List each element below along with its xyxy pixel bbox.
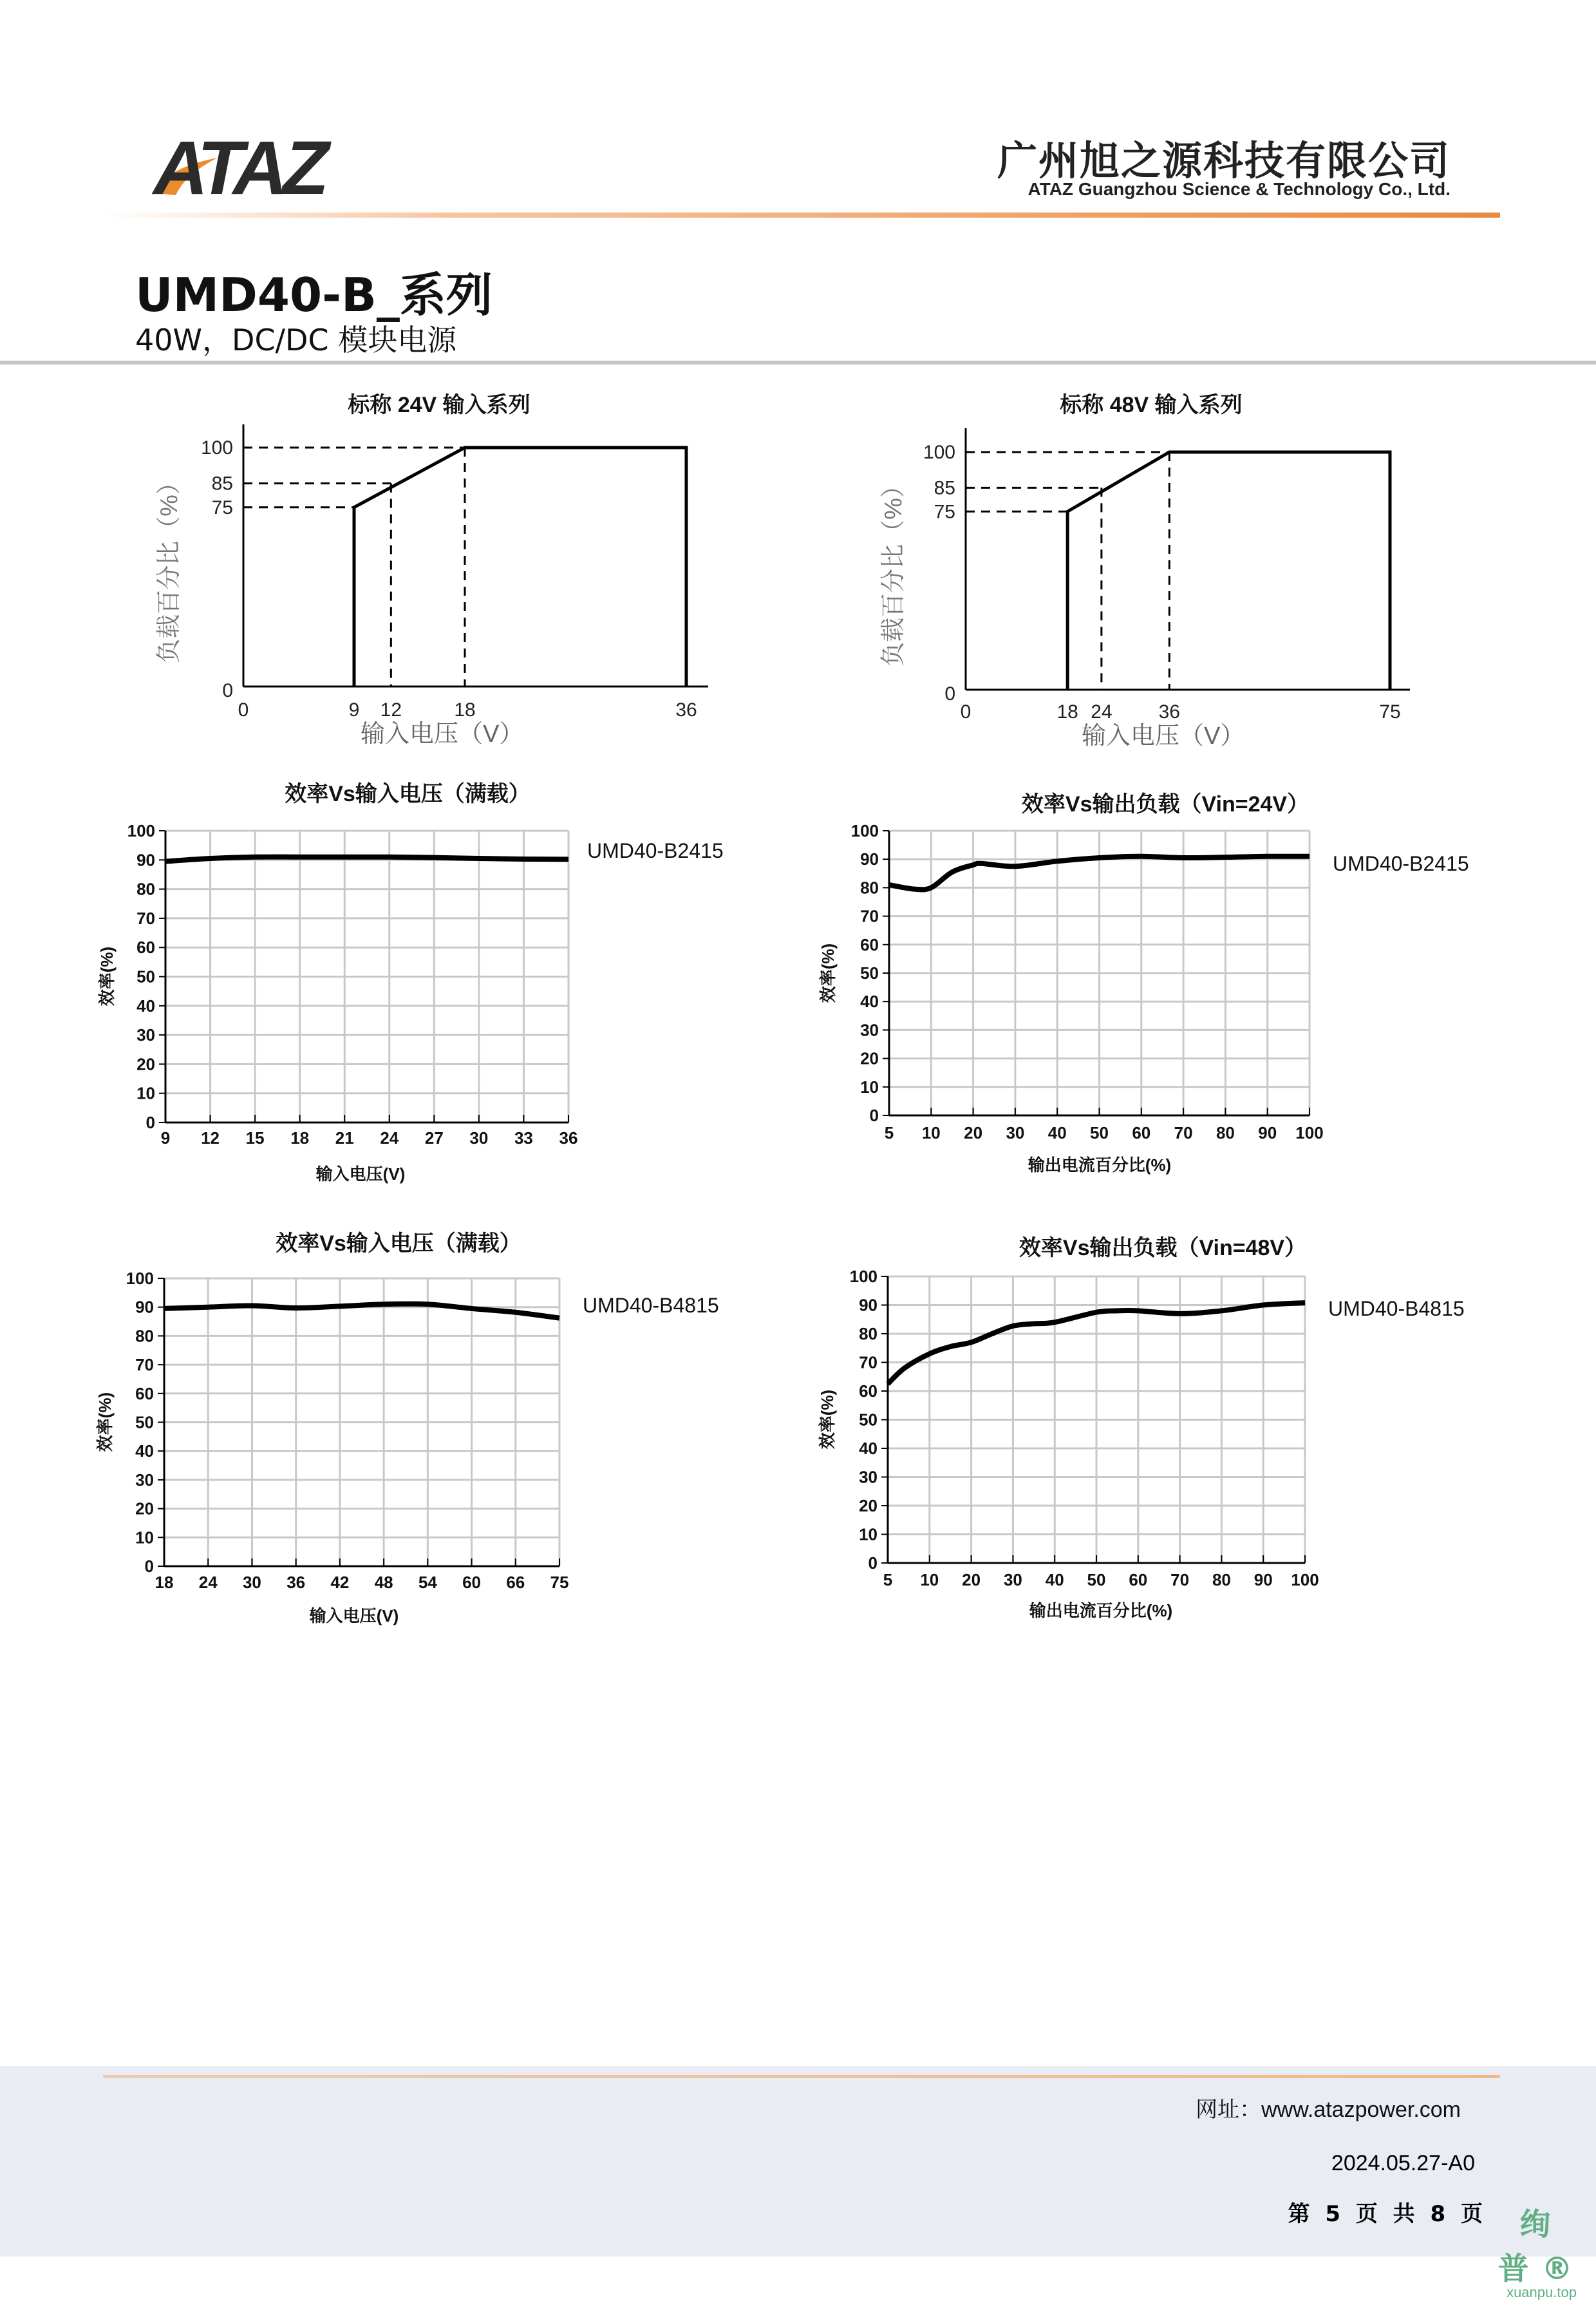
svg-text:ATAZ: ATAZ: [153, 132, 324, 203]
y-tick-label: 100: [849, 1267, 878, 1286]
x-tick-label: 30: [1003, 1570, 1022, 1589]
y-tick-label: 10: [860, 1077, 879, 1097]
x-axis-label: 输入电压(V): [309, 1606, 399, 1625]
x-tick-label: 30: [1006, 1123, 1025, 1142]
x-tick-label: 10: [920, 1570, 939, 1589]
y-tick-label: 70: [859, 1352, 878, 1372]
x-tick-label: 0: [238, 699, 249, 721]
y-tick-label: 0: [944, 683, 955, 705]
x-tick-label: 80: [1212, 1570, 1231, 1589]
x-tick-label: 90: [1253, 1570, 1273, 1589]
y-tick-label: 40: [135, 1441, 154, 1461]
chart-5: [95, 1231, 719, 1625]
y-tick-label: 100: [200, 437, 233, 459]
y-tick-label: 90: [135, 1297, 154, 1317]
y-tick-label: 80: [860, 878, 879, 898]
x-tick-label: 24: [198, 1573, 218, 1592]
x-tick-label: 36: [286, 1573, 306, 1592]
x-tick-label: 30: [469, 1128, 489, 1148]
x-tick-label: 18: [290, 1128, 310, 1148]
x-tick-label: 20: [964, 1123, 983, 1142]
y-tick-label: 20: [136, 1054, 155, 1074]
page-number: 第 5 页 共 8 页: [1288, 2201, 1487, 2227]
y-tick-label: 0: [144, 1557, 154, 1576]
website-link[interactable]: 网址：www.atazpower.com: [1196, 2097, 1461, 2122]
y-tick-label: 60: [136, 938, 155, 958]
y-tick-label: 50: [136, 967, 155, 987]
watermark-cn: 绚 普®: [1497, 2206, 1586, 2287]
series-label: UMD40-B2415: [1333, 852, 1469, 875]
page-title: UMD40-B_系列: [135, 268, 493, 322]
page-subtitle: 40W，DC/DC 模块电源: [135, 323, 457, 357]
x-tick-label: 75: [550, 1573, 569, 1592]
y-tick-label: 80: [135, 1326, 154, 1346]
y-tick-label: 60: [859, 1381, 878, 1401]
x-tick-label: 24: [380, 1128, 399, 1148]
y-tick-label: 0: [869, 1106, 879, 1125]
x-tick-label: 30: [242, 1573, 261, 1592]
y-tick-label: 0: [868, 1553, 878, 1573]
y-axis-label: 效率(%): [95, 1392, 115, 1452]
x-tick-label: 5: [884, 1123, 894, 1142]
y-tick-label: 100: [127, 821, 155, 840]
watermark: [1487, 2199, 1596, 2301]
x-tick-label: 90: [1258, 1123, 1277, 1142]
y-axis-label: 负载百分比（%）: [156, 470, 183, 663]
y-tick-label: 60: [135, 1383, 154, 1403]
y-axis-label: 负载百分比（%）: [880, 473, 907, 667]
x-tick-label: 100: [1295, 1123, 1324, 1142]
chart-3: [97, 781, 724, 1184]
x-tick-label: 36: [1158, 701, 1181, 723]
chart-6: [818, 1235, 1465, 1620]
derating-curve: [1067, 452, 1390, 690]
y-tick-label: 75: [211, 497, 233, 518]
x-tick-label: 70: [1174, 1123, 1193, 1142]
x-tick-label: 27: [424, 1128, 444, 1148]
x-tick-label: 75: [1379, 701, 1401, 723]
y-tick-label: 60: [860, 934, 879, 954]
series-label: UMD40-B2415: [587, 839, 724, 862]
y-tick-label: 100: [126, 1269, 154, 1288]
x-tick-label: 60: [1132, 1123, 1151, 1142]
y-tick-label: 30: [136, 1025, 155, 1045]
x-tick-label: 12: [380, 699, 402, 721]
x-tick-label: 42: [330, 1573, 350, 1592]
y-tick-label: 90: [859, 1295, 878, 1315]
x-axis-label: 输出电流百分比(%): [1029, 1601, 1173, 1620]
chart-title: 效率Vs输出负载（Vin=48V）: [1019, 1236, 1307, 1260]
chart-title: 效率Vs输出负载（Vin=24V）: [1021, 792, 1310, 817]
x-tick-label: 36: [559, 1128, 578, 1148]
y-tick-label: 10: [859, 1524, 878, 1544]
x-tick-label: 12: [201, 1128, 220, 1148]
footer-divider: [103, 2075, 1500, 2078]
x-tick-label: 20: [962, 1570, 981, 1589]
x-tick-label: 15: [245, 1128, 265, 1148]
x-axis-label: 输入电压（V）: [361, 721, 524, 748]
y-axis-label: 效率(%): [97, 946, 117, 1007]
x-tick-label: 24: [1091, 701, 1113, 723]
y-tick-label: 70: [136, 908, 155, 928]
x-tick-label: 21: [335, 1128, 354, 1148]
y-tick-label: 0: [146, 1113, 155, 1132]
x-tick-label: 66: [506, 1573, 525, 1592]
x-tick-label: 10: [921, 1123, 941, 1142]
y-tick-label: 80: [136, 879, 155, 899]
y-tick-label: 50: [859, 1410, 878, 1430]
chart-1: [156, 392, 708, 748]
chart-title: 标称 24V 输入系列: [348, 393, 530, 417]
x-tick-label: 60: [1129, 1570, 1148, 1589]
y-tick-label: 30: [860, 1020, 879, 1040]
chart-title: 效率Vs输入电压（满载）: [276, 1231, 521, 1256]
x-tick-label: 54: [418, 1573, 437, 1592]
y-tick-label: 20: [860, 1048, 879, 1068]
x-tick-label: 60: [462, 1573, 482, 1592]
document-date: 2024.05.27-A0: [1331, 2151, 1475, 2175]
x-tick-label: 18: [1056, 701, 1078, 723]
x-tick-label: 9: [348, 699, 360, 721]
efficiency-curve: [164, 1304, 559, 1318]
y-tick-label: 70: [860, 906, 879, 926]
y-tick-label: 85: [211, 473, 233, 495]
watermark-url: xuanpu.top: [1507, 2284, 1577, 2300]
y-tick-label: 30: [135, 1470, 154, 1490]
derating-curve: [354, 448, 686, 687]
y-tick-label: 20: [135, 1499, 154, 1519]
x-tick-label: 33: [514, 1128, 533, 1148]
y-tick-label: 20: [859, 1496, 878, 1515]
x-tick-label: 9: [160, 1128, 171, 1148]
company-name-cn: 广州旭之源科技有限公司: [997, 137, 1450, 184]
x-tick-label: 100: [1291, 1570, 1319, 1589]
y-tick-label: 40: [136, 996, 155, 1016]
x-tick-label: 80: [1216, 1123, 1235, 1142]
x-tick-label: 5: [883, 1570, 893, 1589]
series-label: UMD40-B4815: [1328, 1297, 1465, 1320]
y-tick-label: 40: [859, 1439, 878, 1458]
y-tick-label: 40: [860, 992, 879, 1012]
y-axis-label: 效率(%): [818, 1389, 837, 1450]
y-axis-label: 效率(%): [818, 943, 838, 1003]
y-tick-label: 50: [860, 963, 879, 983]
y-tick-label: 0: [222, 680, 233, 701]
x-axis-label: 输入电压（V）: [1082, 723, 1245, 750]
chart-4: [818, 791, 1469, 1175]
x-tick-label: 50: [1090, 1123, 1109, 1142]
x-tick-label: 40: [1047, 1123, 1067, 1142]
y-tick-label: 10: [136, 1083, 155, 1103]
x-tick-label: 0: [960, 701, 972, 723]
y-tick-label: 80: [859, 1324, 878, 1343]
chart-title: 效率Vs输入电压（满载）: [285, 782, 530, 806]
x-tick-label: 18: [454, 699, 476, 721]
y-tick-label: 10: [135, 1528, 154, 1548]
x-axis-label: 输出电流百分比(%): [1028, 1155, 1172, 1175]
chart-title: 标称 48V 输入系列: [1060, 393, 1243, 417]
x-tick-label: 50: [1087, 1570, 1106, 1589]
x-tick-label: 70: [1170, 1570, 1190, 1589]
y-tick-label: 90: [136, 850, 155, 870]
series-label: UMD40-B4815: [583, 1294, 719, 1317]
y-tick-label: 90: [860, 849, 879, 869]
y-tick-label: 75: [934, 501, 955, 523]
y-tick-label: 30: [859, 1467, 878, 1487]
company-name-en: ATAZ Guangzhou Science & Technology Co., Ltd.: [1028, 179, 1450, 199]
x-tick-label: 18: [155, 1573, 174, 1592]
y-tick-label: 100: [923, 442, 955, 463]
x-tick-label: 48: [374, 1573, 393, 1592]
y-tick-label: 85: [934, 477, 955, 499]
x-tick-label: 36: [675, 699, 697, 721]
y-tick-label: 70: [135, 1355, 154, 1375]
y-tick-label: 100: [850, 821, 879, 840]
chart-2: [880, 392, 1410, 750]
x-axis-label: 输入电压(V): [315, 1164, 406, 1184]
x-tick-label: 40: [1045, 1570, 1064, 1589]
y-tick-label: 50: [135, 1412, 154, 1432]
